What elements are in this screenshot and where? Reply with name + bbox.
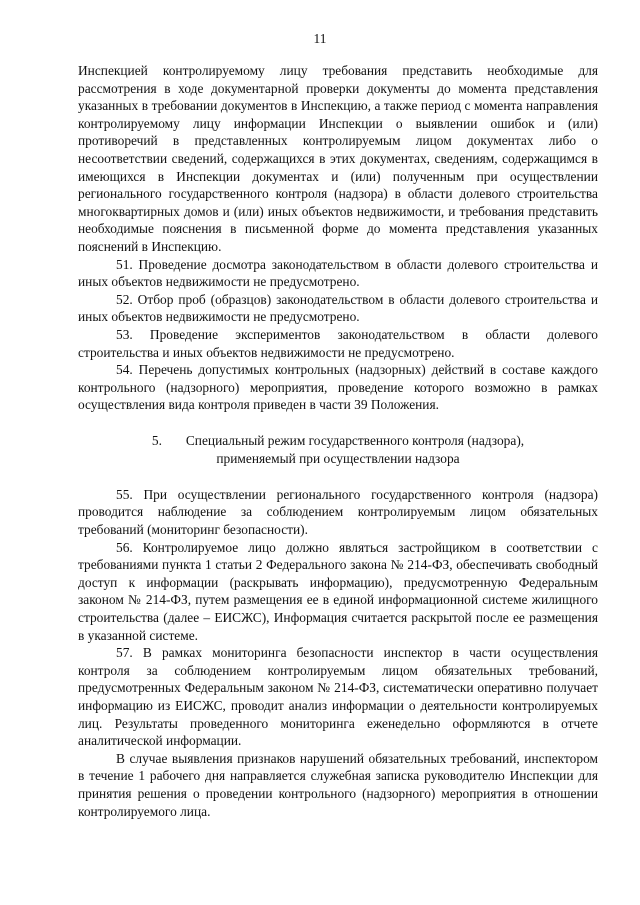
- paragraph-52: 52. Отбор проб (образцов) законодательством в области долевого строительства и иных объектов недвижимости не предусмотрено.: [78, 291, 598, 325]
- paragraph-55: 55. При осуществлении регионального государственного контроля (надзора) проводится наблюдение за соблюдением контролируемым лицом обязательных требований (мониторинг безопасности).: [78, 486, 598, 538]
- page-number: 11: [313, 31, 327, 46]
- paragraph-54: 54. Перечень допустимых контрольных (надзорных) действий в составе каждого контрольного (надзорного) мероприятия, проведение которого возможно в рамках осуществления вида контроля приведен в части 39 Положения.: [78, 362, 598, 413]
- paragraph-53: 53. Проведение экспериментов законодательством в области долевого строительства и иных объектов недвижимости не предусмотрено.: [78, 326, 598, 360]
- section-heading: [78, 432, 598, 468]
- paragraph-continuation: Инспекцией контролируемому лицу требования представить необходимые для рассмотрения в ходе документарной проверки документы до момента представления указанных в требовании документов в Инспекцию, а также период с момента направления контролируемому лицу информации Инспекции о выявлении ошибок и (или) противоречий в представленных контролируемым лицом документах либо о несоответствии сведений, содержащихся в этих документах, сведениям, содержащимся в имеющихся в Инспекции документах и (или) полученным при осуществлении регионального государственного контроля (надзора) в области долевого строительства многоквартирных домов и (или) иных объектов недвижимости, и требования представить необходимые пояснения в письменной форме до момента представления указанных пояснений в Инспекцию.: [78, 63, 598, 254]
- paragraph-violation-case: В случае выявления признаков нарушений обязательных требований, инспектором в течение 1 рабочего дня направляется служебная записка руководителю Инспекции для принятия решения о проведении контрольного (надзорного) мероприятия в отношении контролируемого лица.: [78, 750, 598, 819]
- paragraph-57: 57. В рамках мониторинга безопасности инспектор в части осуществления контроля за соблюдением контролируемым лицом обязательных требований, предусмотренных Федеральным законом № 214-ФЗ, систематически оперативно получает информацию из ЕИСЖС, проводит анализ информации о деятельности контролируемых лиц. Результаты проведенного мониторинга еженедельно оформляются в отчете аналитической информации.: [78, 645, 598, 749]
- document-body: [78, 62, 598, 820]
- paragraph-56: 56. Контролируемое лицо должно являться застройщиком в соответствии с требованиями пункта 1 статьи 2 Федерального закона № 214-ФЗ, обеспечивать свободный доступ к информации (раскрывать информацию), предусмотренную Федеральным законом № 214-ФЗ, путем размещения ее в единой информационной системе жилищного строительства (далее – ЕИСЖС), Информация считается раскрытой после ее размещения в указанной системе.: [78, 539, 598, 643]
- paragraph-51: 51. Проведение досмотра законодательством в области долевого строительства и иных объектов недвижимости не предусмотрено.: [78, 256, 598, 290]
- section-title-line-1: Специальный режим государственного контроля (надзора),: [185, 432, 525, 448]
- section-number: 5.: [151, 432, 162, 448]
- section-title-line-2: применяемый при осуществлении надзора: [216, 450, 460, 466]
- section-heading-line-1: [78, 432, 598, 450]
